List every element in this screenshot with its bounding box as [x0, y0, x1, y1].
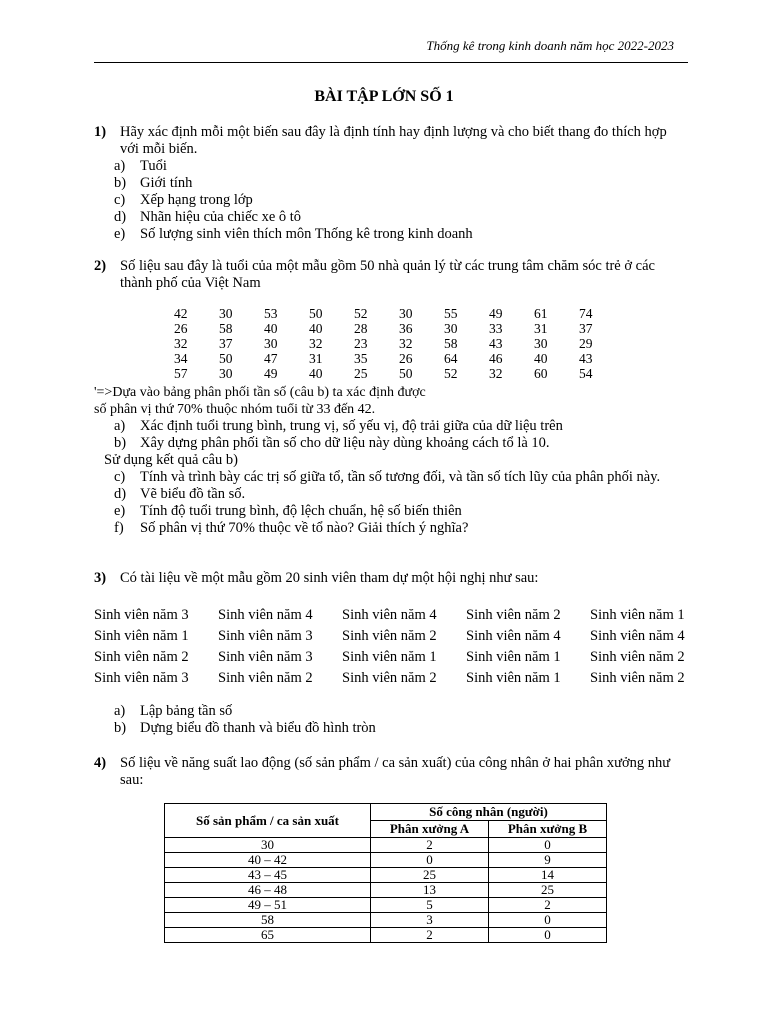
age-cell: 40: [309, 366, 323, 381]
student-grid: [94, 607, 714, 691]
col-header-workshop-a: Phân xưởng A: [371, 821, 489, 838]
ages-table: [174, 306, 624, 381]
table-row: [165, 913, 607, 928]
list-item-text: Lập bảng tần số: [140, 703, 233, 719]
age-cell: 30: [399, 306, 413, 321]
age-cell: 43: [489, 336, 503, 351]
age-cell: 47: [264, 351, 278, 366]
age-cell: 31: [309, 351, 323, 366]
header-rule: [94, 62, 688, 63]
question-1: [94, 124, 688, 243]
list-item-text: Xây dựng phân phối tần số cho dữ liệu này dùng khoảng cách tổ là 10.: [140, 435, 550, 451]
grid-cell: Sinh viên năm 1: [94, 628, 189, 644]
table-row: [165, 883, 607, 898]
question-text: Có tài liệu về một mẫu gồm 20 sinh viên tham dự một hội nghị như sau:: [120, 570, 539, 586]
question-2-items-a: [94, 418, 688, 452]
page-title: BÀI TẬP LỚN SỐ 1: [314, 88, 454, 105]
age-cell: 40: [309, 321, 323, 336]
question-3-items: [94, 703, 688, 737]
col-header-products: Số sản phẩm / ca sản xuất: [165, 804, 371, 838]
grid-cell: Sinh viên năm 3: [218, 628, 313, 644]
table-cell: 0: [489, 928, 607, 943]
list-item: [114, 469, 688, 486]
list-item: [114, 158, 688, 175]
list-item-text: Vẽ biểu đồ tần số.: [140, 486, 246, 502]
age-cell: 37: [219, 336, 233, 351]
question-2: [94, 258, 688, 292]
grid-cell: Sinh viên năm 1: [590, 607, 685, 623]
list-item: [114, 226, 688, 243]
grid-cell: Sinh viên năm 2: [590, 670, 685, 686]
age-cell: 25: [354, 366, 368, 381]
question-number: 2): [94, 258, 107, 274]
age-cell: 30: [444, 321, 458, 336]
table-cell: 40 – 42: [165, 853, 371, 868]
list-item-label: a): [114, 158, 126, 174]
list-item-label: d): [114, 209, 127, 225]
age-cell: 32: [399, 336, 413, 351]
table-row: [165, 928, 607, 943]
list-item-text: Giới tính: [140, 175, 193, 191]
list-item-label: c): [114, 192, 126, 208]
answer-note-line-2: số phân vị thứ 70% thuộc nhóm tuổi từ 33 đến 42.: [94, 402, 376, 417]
age-cell: 42: [174, 306, 188, 321]
sub-note-text: Sử dụng kết quả câu b): [104, 452, 238, 468]
table-row: [174, 336, 624, 351]
table-row: [174, 306, 624, 321]
grid-cell: Sinh viên năm 2: [466, 607, 561, 623]
table-cell: 0: [489, 913, 607, 928]
age-cell: 32: [309, 336, 323, 351]
age-cell: 30: [534, 336, 548, 351]
age-cell: 43: [579, 351, 593, 366]
grid-cell: Sinh viên năm 4: [342, 607, 437, 623]
table-row: [165, 898, 607, 913]
grid-cell: Sinh viên năm 3: [218, 649, 313, 665]
table-cell: 0: [489, 838, 607, 853]
age-cell: 49: [264, 366, 278, 381]
age-cell: 26: [399, 351, 413, 366]
age-cell: 57: [174, 366, 188, 381]
list-item: [114, 720, 688, 737]
grid-cell: Sinh viên năm 2: [590, 649, 685, 665]
list-item-text: Tuổi: [140, 158, 167, 174]
question-text: Số liệu sau đây là tuổi của một mẫu gồm 50 nhà quản lý từ các trung tâm chăm sóc trẻ ở các thành phố của Việt Nam: [120, 258, 655, 291]
question-text: Số liệu về năng suất lao động (số sản phẩm / ca sản xuất) của công nhân ở hai phân xưởng như sau:: [120, 755, 671, 788]
age-cell: 26: [174, 321, 188, 336]
question-number: 3): [94, 570, 107, 586]
age-cell: 31: [534, 321, 548, 336]
list-item-label: b): [114, 720, 127, 736]
age-cell: 50: [309, 306, 323, 321]
table-cell: 2: [371, 838, 489, 853]
question-number: 1): [94, 124, 107, 140]
age-cell: 32: [174, 336, 188, 351]
col-header-workshop-b: Phân xưởng B: [489, 821, 607, 838]
list-item: [114, 703, 688, 720]
grid-cell: Sinh viên năm 4: [218, 607, 313, 623]
table-cell: 46 – 48: [165, 883, 371, 898]
grid-cell: Sinh viên năm 1: [466, 670, 561, 686]
grid-cell: Sinh viên năm 2: [218, 670, 313, 686]
page-header: Thống kê trong kinh doanh năm học 2022-2023: [426, 38, 674, 53]
age-cell: 55: [444, 306, 458, 321]
grid-cell: Sinh viên năm 1: [466, 649, 561, 665]
question-3: [94, 570, 688, 587]
table-row: [174, 366, 624, 381]
age-cell: 29: [579, 336, 593, 351]
table-cell: 25: [489, 883, 607, 898]
list-item-text: Tính và trình bày các trị số giữa tổ, tần số tương đối, và tần số tích lũy của phân phối này.: [140, 469, 661, 485]
table-cell: 58: [165, 913, 371, 928]
question-1-items: [114, 158, 688, 243]
table-row: [174, 351, 624, 366]
age-cell: 30: [219, 366, 233, 381]
grid-cell: Sinh viên năm 3: [94, 607, 189, 623]
sub-note: [104, 452, 698, 469]
grid-row: [94, 607, 714, 628]
age-cell: 54: [579, 366, 593, 381]
grid-row: [94, 649, 714, 670]
age-cell: 32: [489, 366, 503, 381]
list-item: [114, 418, 688, 435]
age-cell: 37: [579, 321, 593, 336]
age-cell: 50: [219, 351, 233, 366]
list-item-label: e): [114, 503, 126, 519]
age-cell: 60: [534, 366, 548, 381]
list-item: [114, 435, 688, 452]
productivity-table: [164, 803, 607, 943]
grid-cell: Sinh viên năm 2: [94, 649, 189, 665]
grid-cell: Sinh viên năm 4: [590, 628, 685, 644]
table-cell: 2: [489, 898, 607, 913]
age-cell: 33: [489, 321, 503, 336]
list-item: [114, 209, 688, 226]
table-row: [165, 853, 607, 868]
grid-cell: Sinh viên năm 3: [94, 670, 189, 686]
list-item-label: d): [114, 486, 127, 502]
grid-cell: Sinh viên năm 1: [342, 649, 437, 665]
table-row: [165, 868, 607, 883]
table-cell: 2: [371, 928, 489, 943]
table-cell: 65: [165, 928, 371, 943]
age-cell: 53: [264, 306, 278, 321]
list-item-label: f): [114, 520, 124, 536]
table-cell: 3: [371, 913, 489, 928]
table-row: [174, 321, 624, 336]
list-item-label: e): [114, 226, 126, 242]
list-item-label: a): [114, 703, 126, 719]
age-cell: 58: [444, 336, 458, 351]
list-item: [114, 503, 688, 520]
list-item-text: Tính độ tuổi trung bình, độ lệch chuẩn, hệ số biến thiên: [140, 503, 462, 519]
list-item-label: a): [114, 418, 126, 434]
grid-cell: Sinh viên năm 4: [466, 628, 561, 644]
table-cell: 13: [371, 883, 489, 898]
list-item-text: Số lượng sinh viên thích môn Thống kê trong kinh doanh: [140, 226, 473, 242]
age-cell: 35: [354, 351, 368, 366]
grid-row: [94, 670, 714, 691]
grid-cell: Sinh viên năm 2: [342, 628, 437, 644]
list-item-label: b): [114, 175, 127, 191]
age-cell: 52: [354, 306, 368, 321]
table-cell: 5: [371, 898, 489, 913]
table-row: [165, 838, 607, 853]
table-cell: 25: [371, 868, 489, 883]
grid-cell: Sinh viên năm 2: [342, 670, 437, 686]
age-cell: 74: [579, 306, 593, 321]
question-2-items-b: [94, 469, 688, 537]
list-item-text: Xác định tuổi trung bình, trung vị, số yếu vị, độ trải giữa của dữ liệu trên: [140, 418, 563, 434]
age-cell: 30: [264, 336, 278, 351]
list-item: [114, 192, 688, 209]
table-cell: 43 – 45: [165, 868, 371, 883]
list-item-label: b): [114, 435, 127, 451]
list-item-text: Dựng biểu đồ thanh và biểu đồ hình tròn: [140, 720, 376, 736]
table-cell: 0: [371, 853, 489, 868]
age-cell: 40: [534, 351, 548, 366]
answer-note-line-1: '=>Dựa vào bảng phân phối tần số (câu b) ta xác định được: [94, 385, 426, 400]
list-item-text: Số phân vị thứ 70% thuộc về tổ nào? Giải thích ý nghĩa?: [140, 520, 469, 536]
age-cell: 34: [174, 351, 188, 366]
age-cell: 23: [354, 336, 368, 351]
age-cell: 40: [264, 321, 278, 336]
question-4: [94, 755, 688, 789]
list-item-text: Xếp hạng trong lớp: [140, 192, 253, 208]
question-number: 4): [94, 755, 107, 771]
grid-row: [94, 628, 714, 649]
list-item: [114, 520, 688, 537]
age-cell: 30: [219, 306, 233, 321]
question-text: Hãy xác định mỗi một biến sau đây là định tính hay định lượng và cho biết thang đo thích hợp với mỗi biến.: [120, 124, 667, 157]
age-cell: 61: [534, 306, 548, 321]
table-cell: 30: [165, 838, 371, 853]
age-cell: 64: [444, 351, 458, 366]
age-cell: 49: [489, 306, 503, 321]
age-cell: 50: [399, 366, 413, 381]
age-cell: 58: [219, 321, 233, 336]
age-cell: 28: [354, 321, 368, 336]
list-item: [114, 486, 688, 503]
list-item: [114, 175, 688, 192]
table-cell: 49 – 51: [165, 898, 371, 913]
table-cell: 9: [489, 853, 607, 868]
age-cell: 36: [399, 321, 413, 336]
age-cell: 52: [444, 366, 458, 381]
age-cell: 46: [489, 351, 503, 366]
col-header-workers: Số công nhân (người): [371, 804, 607, 821]
list-item-text: Nhãn hiệu của chiếc xe ô tô: [140, 209, 302, 225]
list-item-label: c): [114, 469, 126, 485]
table-cell: 14: [489, 868, 607, 883]
